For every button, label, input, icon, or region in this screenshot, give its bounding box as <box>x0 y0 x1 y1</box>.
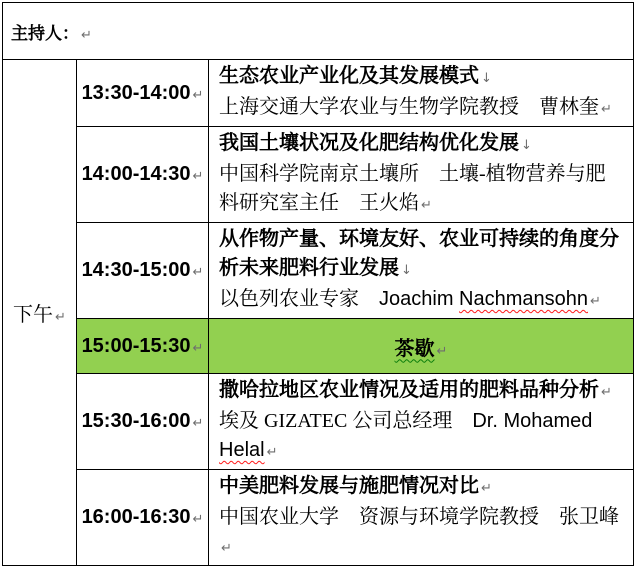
line-break-mark-icon: ↓ <box>481 71 492 86</box>
paragraph-mark-icon: ↵ <box>481 481 492 496</box>
paragraph-mark-icon: ↵ <box>266 445 278 460</box>
session-speaker <box>219 503 625 563</box>
session-cell <box>209 374 634 470</box>
session-cell <box>209 127 634 223</box>
agenda-table <box>2 2 634 566</box>
paragraph-mark-icon: ↵ <box>192 340 204 356</box>
host-cell <box>3 3 634 60</box>
time-text: 14:00-14:30 <box>81 163 191 185</box>
session-title-text: 生态农业产业化及其发展模式 <box>219 65 479 87</box>
tea-break-label: 茶歇 <box>394 337 435 360</box>
paragraph-mark-icon: ↵ <box>601 385 612 400</box>
paragraph-mark-icon: ↵ <box>192 512 204 527</box>
session-title <box>219 225 625 285</box>
table-row <box>3 374 634 470</box>
speaker-flagged-text: Helal <box>219 439 265 461</box>
speaker-flagged-text: Nachmansohn <box>459 288 588 310</box>
time-text: 14:30-15:00 <box>81 259 191 281</box>
time-cell <box>77 470 209 566</box>
line-break-mark-icon: ↓ <box>401 263 412 278</box>
session-cell <box>209 60 634 127</box>
session-speaker <box>219 407 625 467</box>
side-cell-afternoon <box>3 60 77 566</box>
time-cell <box>77 127 209 223</box>
table-row <box>3 470 634 566</box>
session-cell <box>209 470 634 566</box>
time-cell <box>77 223 209 319</box>
time-cell <box>77 60 209 127</box>
table-row <box>3 60 634 127</box>
speaker-latin-text: Dr. Mohamed <box>472 410 593 432</box>
paragraph-mark-icon: ↵ <box>421 198 432 213</box>
time-cell <box>77 319 209 374</box>
session-title-text: 我国土壤状况及化肥结构优化发展 <box>219 132 519 154</box>
paragraph-mark-icon: ↵ <box>55 310 66 325</box>
time-text: 15:30-16:00 <box>81 410 191 432</box>
session-title <box>219 472 625 503</box>
session-title <box>219 376 625 407</box>
tea-break-row <box>3 319 634 374</box>
session-cell <box>209 223 634 319</box>
host-label: 主持人： <box>11 23 79 43</box>
paragraph-mark-icon: ↵ <box>590 294 601 309</box>
paragraph-mark-icon: ↵ <box>601 102 612 117</box>
speaker-text: 上海交通大学农业与生物学院教授 曹林奎 <box>219 96 599 118</box>
speaker-text: 埃及 GIZATEC 公司总经理 <box>219 410 473 432</box>
table-row <box>3 223 634 319</box>
speaker-text: 中国农业大学 资源与环境学院教授 张卫峰 <box>219 506 619 528</box>
paragraph-mark-icon: ↵ <box>81 27 92 43</box>
paragraph-mark-icon: ↵ <box>192 87 204 103</box>
speaker-text: 以色列农业专家 <box>219 288 379 310</box>
side-label: 下午 <box>13 304 54 326</box>
time-cell <box>77 374 209 470</box>
paragraph-mark-icon: ↵ <box>192 416 204 431</box>
speaker-text: 中国科学院南京土壤所 土壤-植物营养与肥料研究室主任 王火焰 <box>219 163 606 214</box>
session-title <box>219 129 625 160</box>
session-speaker <box>219 285 625 316</box>
host-row <box>3 3 634 60</box>
paragraph-mark-icon: ↵ <box>436 343 448 359</box>
session-title <box>219 62 625 93</box>
session-title-text: 从作物产量、环境友好、农业可持续的角度分析未来肥料行业发展 <box>219 228 619 279</box>
session-title-text: 撒哈拉地区农业情况及适用的肥料品种分析 <box>219 379 599 401</box>
time-text: 13:30-14:00 <box>81 81 191 104</box>
table-row <box>3 127 634 223</box>
tea-break-cell <box>209 319 634 374</box>
session-speaker <box>219 93 625 124</box>
paragraph-mark-icon: ↵ <box>221 541 232 556</box>
line-break-mark-icon: ↓ <box>521 138 532 153</box>
session-speaker <box>219 160 625 220</box>
speaker-latin-text: Joachim <box>379 288 460 310</box>
paragraph-mark-icon: ↵ <box>192 169 204 184</box>
time-text: 15:00-15:30 <box>81 334 191 357</box>
paragraph-mark-icon: ↵ <box>192 265 204 280</box>
time-text: 16:00-16:30 <box>81 506 191 528</box>
session-title-text: 中美肥料发展与施肥情况对比 <box>219 475 479 497</box>
